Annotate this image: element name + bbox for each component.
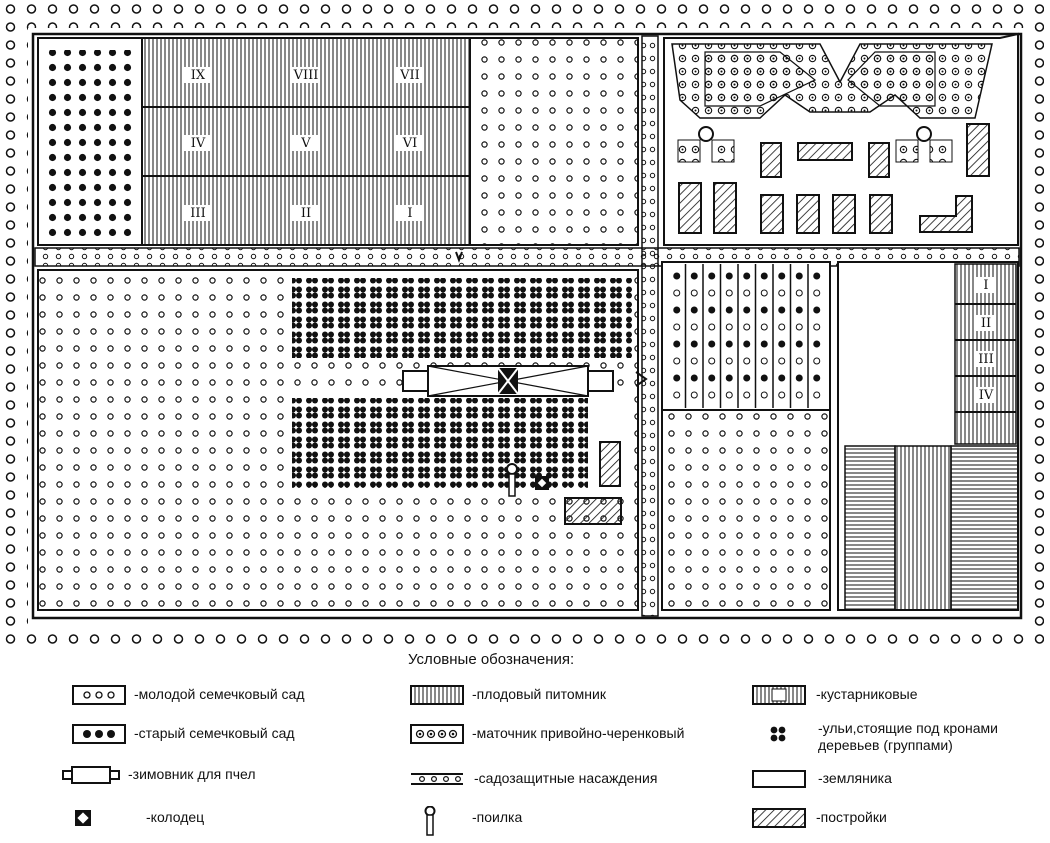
- building: [797, 195, 819, 233]
- legend-swatch-buildings: [752, 806, 814, 830]
- building: [798, 143, 852, 160]
- young-seed-orchard-top: [470, 38, 638, 245]
- nursery-field-label: IX: [190, 68, 206, 83]
- legend-label: -плодовый питомник: [472, 686, 606, 702]
- legend-swatch-strawberry: [752, 767, 814, 791]
- building: [833, 195, 855, 233]
- legend-label: -колодец: [146, 809, 205, 825]
- young-seed-orchard-lower: [662, 410, 830, 610]
- shrub-plot-label: II: [980, 316, 992, 331]
- nursery-field-label: III: [190, 206, 206, 221]
- legend-label: -зимовник для пчел: [128, 766, 256, 782]
- legend-label: -старый семечковый сад: [134, 725, 295, 741]
- legend-label: -маточник привойно-черенковый: [472, 725, 685, 741]
- legend-swatch-fruit-nursery: [410, 683, 472, 707]
- legend-swatch-beehives: [752, 722, 814, 746]
- watering-place-symbol: [507, 464, 517, 496]
- legend-label: -молодой семечковый сад: [134, 686, 305, 702]
- fountain: [917, 127, 931, 141]
- building: [761, 143, 781, 177]
- nursery-field-label: IV: [190, 136, 206, 151]
- legend-label: -кустарниковые: [816, 686, 918, 702]
- legend-title: Условные обозначения:: [408, 651, 575, 668]
- nursery-field-label: VIII: [293, 68, 319, 83]
- nursery-field-label: VII: [400, 68, 420, 83]
- legend-swatch-shrubs: [752, 683, 814, 707]
- shrub-plot-label: IV: [978, 388, 994, 403]
- legend-swatch-well: [72, 806, 134, 830]
- shrub-plot-label: I: [983, 278, 989, 293]
- nursery-field-label: V: [301, 136, 311, 151]
- legend-swatch-old-seed-orchard: [72, 722, 134, 746]
- legend-label: -поилка: [472, 809, 523, 825]
- legend-label: -ульи,стоящие под кронами деревьев (группами): [818, 720, 998, 753]
- legend-swatch-orchard-protective-plantings: [410, 767, 472, 791]
- nursery-field-label: I: [407, 206, 413, 221]
- building: [870, 195, 892, 233]
- legend-swatch-young-seed-orchard: [72, 683, 134, 707]
- building: [565, 498, 621, 524]
- legend-label: -постройки: [816, 809, 887, 825]
- well-symbol: [535, 476, 549, 490]
- protective-belt-vertical: [642, 36, 658, 616]
- building: [869, 143, 889, 177]
- legend-swatch-mother-plantation: [410, 722, 472, 746]
- building: [761, 195, 783, 233]
- building: [967, 124, 989, 176]
- legend-swatch-bee-wintering-house: [60, 763, 122, 787]
- legend-label: -земляника: [818, 770, 892, 786]
- nursery-field-label: II: [300, 206, 312, 221]
- building: [714, 183, 736, 233]
- building: [679, 183, 701, 233]
- mother-plantation-block: [662, 262, 830, 410]
- nursery-field-label: VI: [402, 136, 418, 151]
- building: [600, 442, 620, 486]
- fountain: [699, 127, 713, 141]
- legend-label: -садозащитные насаждения: [474, 770, 658, 786]
- shrub-plot-label: III: [978, 352, 994, 367]
